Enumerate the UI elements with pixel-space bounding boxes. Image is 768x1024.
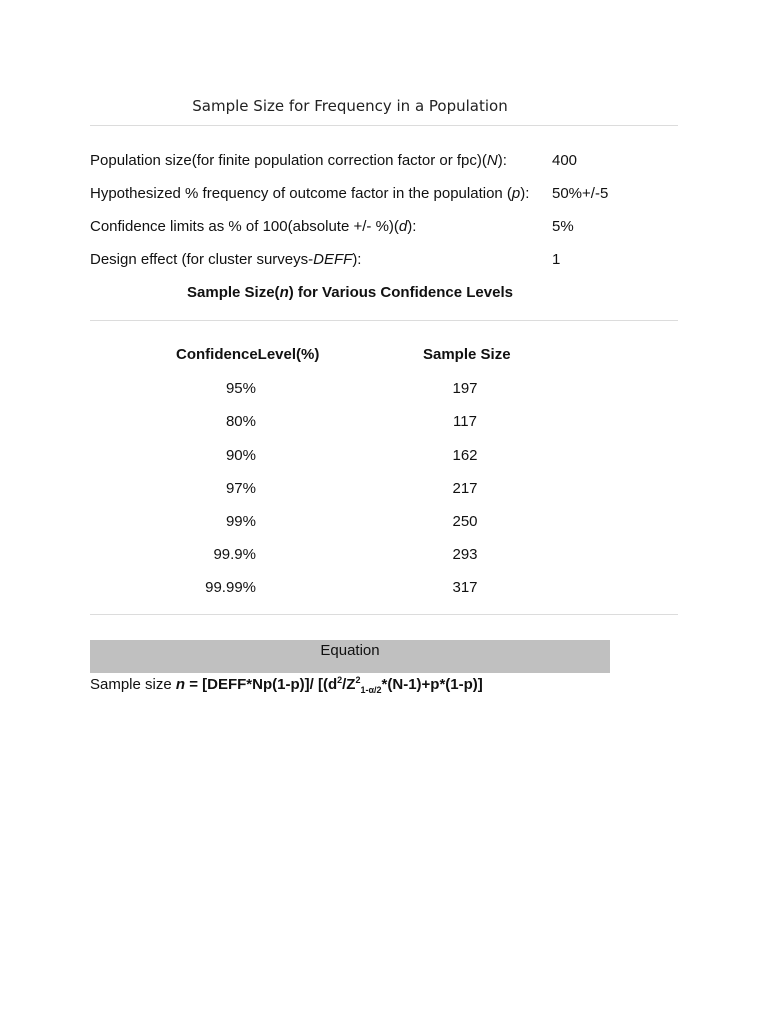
sample-size-cell: 250: [452, 513, 478, 530]
sample-size-cell: 117: [453, 413, 477, 430]
confidence-cell: 97%: [225, 480, 256, 497]
param-value: 1: [552, 251, 561, 268]
confidence-cell: 90%: [225, 447, 256, 464]
param-label: Design effect (for cluster surveys-DEFF):: [90, 251, 362, 268]
sample-size-cell: 217: [452, 480, 478, 497]
param-label: Population size(for finite population correction factor or fpc)(N):: [90, 152, 507, 169]
sample-size-cell: 162: [452, 447, 478, 464]
confidence-cell: 99.9%: [213, 546, 256, 563]
divider: [90, 614, 678, 615]
param-label: Hypothesized % frequency of outcome factor in the population (p):: [90, 185, 530, 202]
divider: [90, 125, 678, 126]
page-title: Sample Size for Frequency in a Population: [192, 97, 508, 115]
confidence-cell: 99%: [225, 513, 256, 530]
param-label: Confidence limits as % of 100(absolute +/- %)(d):: [90, 218, 417, 235]
param-value: 400: [552, 152, 578, 169]
equation-title: Equation: [320, 642, 380, 659]
sample-size-cell: 293: [452, 546, 478, 563]
param-row-frequency: [90, 185, 690, 205]
confidence-cell: 95%: [225, 380, 256, 397]
results-heading: Sample Size(n) for Various Confidence Levels: [187, 284, 513, 301]
equation-formula: Sample size n = [DEFF*Np(1-p)]/ [$(d^2/Z^2_{1-\alpha/2}*(N-1)+p*(1-p)]$: [90, 675, 483, 695]
divider: [90, 320, 678, 321]
sample-size-cell: 197: [452, 380, 478, 397]
column-header-confidence: ConfidenceLevel(%): [176, 346, 320, 363]
confidence-cell: 80%: [225, 413, 256, 430]
param-row-confidence-limits: [90, 218, 690, 238]
equation-header: [90, 640, 610, 673]
sample-size-cell: 317: [452, 579, 478, 596]
param-row-population-size: [90, 152, 690, 172]
param-value: 5%: [552, 218, 574, 235]
column-header-sample-size: Sample Size: [423, 346, 511, 363]
confidence-cell: 99.99%: [205, 579, 256, 596]
param-value: 50%+/-5: [552, 185, 609, 202]
param-row-design-effect: [90, 251, 690, 271]
